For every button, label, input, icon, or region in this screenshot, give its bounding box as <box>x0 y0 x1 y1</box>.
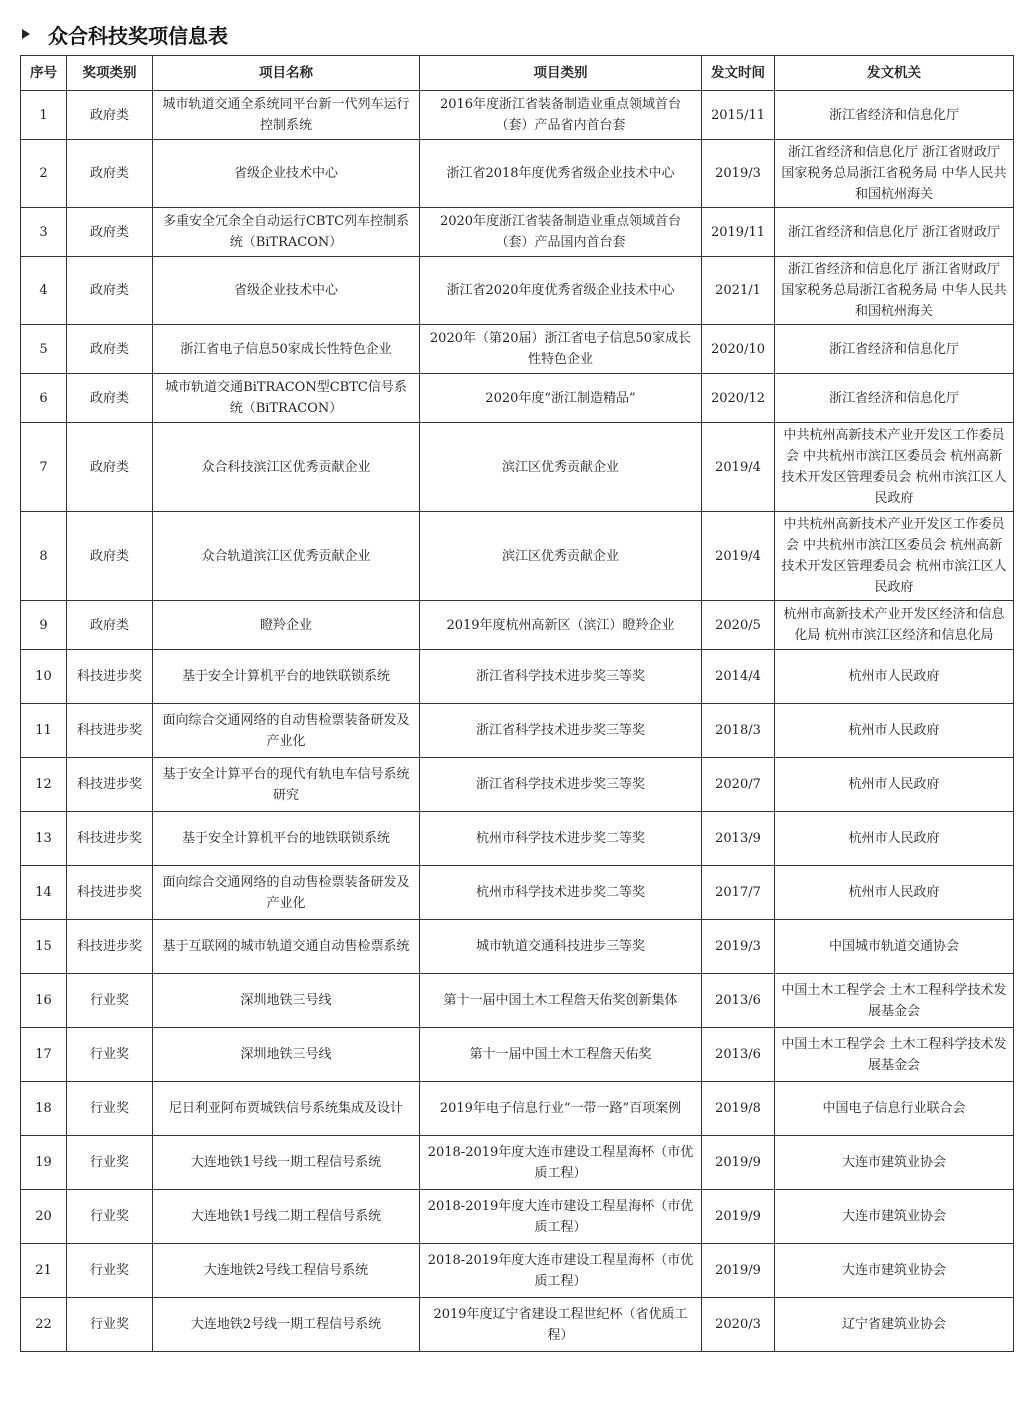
cell-date: 2019/9 <box>702 1244 775 1298</box>
cell-name: 瞪羚企业 <box>153 601 420 650</box>
table-row <box>21 974 1014 1028</box>
cell-no: 9 <box>21 601 67 650</box>
table-row <box>21 650 1014 704</box>
cell-date: 2014/4 <box>702 650 775 704</box>
cell-type: 2018-2019年度大连市建设工程星海杯（市优质工程） <box>420 1190 702 1244</box>
table-row <box>21 257 1014 325</box>
cell-name: 大连地铁2号线一期工程信号系统 <box>153 1298 420 1352</box>
cell-issuer: 浙江省经济和信息化厅 <box>775 325 1014 374</box>
cell-name: 省级企业技术中心 <box>153 140 420 208</box>
cell-name: 基于安全计算机平台的地铁联锁系统 <box>153 812 420 866</box>
cell-date: 2013/9 <box>702 812 775 866</box>
cell-type: 杭州市科学技术进步奖二等奖 <box>420 866 702 920</box>
cell-category: 政府类 <box>67 140 153 208</box>
cell-issuer: 杭州市人民政府 <box>775 704 1014 758</box>
cell-no: 1 <box>21 91 67 140</box>
cell-no: 4 <box>21 257 67 325</box>
cell-type: 2019年电子信息行业“一带一路”百项案例 <box>420 1082 702 1136</box>
table-row <box>21 1136 1014 1190</box>
cell-issuer: 浙江省经济和信息化厅 浙江省财政厅 <box>775 208 1014 257</box>
cell-issuer: 杭州市人民政府 <box>775 758 1014 812</box>
cell-date: 2019/3 <box>702 920 775 974</box>
cell-no: 3 <box>21 208 67 257</box>
cell-category: 科技进步奖 <box>67 866 153 920</box>
cell-name: 面向综合交通网络的自动售检票装备研发及产业化 <box>153 704 420 758</box>
document-title: 众合科技奖项信息表 <box>48 23 228 48</box>
cell-category: 科技进步奖 <box>67 758 153 812</box>
header-cell-type: 项目类别 <box>420 56 702 91</box>
arrow-bullet-icon <box>22 29 30 39</box>
cell-date: 2020/7 <box>702 758 775 812</box>
table-row <box>21 812 1014 866</box>
cell-name: 深圳地铁三号线 <box>153 1028 420 1082</box>
table-row <box>21 704 1014 758</box>
header-cell-name: 项目名称 <box>153 56 420 91</box>
cell-category: 科技进步奖 <box>67 704 153 758</box>
cell-issuer: 中国土木工程学会 土木工程科学技术发展基金会 <box>775 974 1014 1028</box>
table-row <box>21 91 1014 140</box>
cell-type: 第十一届中国土木工程詹天佑奖创新集体 <box>420 974 702 1028</box>
cell-issuer: 浙江省经济和信息化厅 <box>775 374 1014 423</box>
cell-no: 2 <box>21 140 67 208</box>
cell-category: 政府类 <box>67 423 153 512</box>
cell-category: 科技进步奖 <box>67 920 153 974</box>
cell-type: 滨江区优秀贡献企业 <box>420 423 702 512</box>
cell-category: 科技进步奖 <box>67 812 153 866</box>
table-row <box>21 208 1014 257</box>
table-row <box>21 1028 1014 1082</box>
cell-date: 2019/4 <box>702 512 775 601</box>
table-row <box>21 374 1014 423</box>
cell-name: 基于安全计算平台的现代有轨电车信号系统研究 <box>153 758 420 812</box>
cell-no: 7 <box>21 423 67 512</box>
cell-name: 尼日利亚阿布贾城铁信号系统集成及设计 <box>153 1082 420 1136</box>
cell-category: 行业奖 <box>67 1244 153 1298</box>
cell-issuer: 中国土木工程学会 土木工程科学技术发展基金会 <box>775 1028 1014 1082</box>
cell-category: 行业奖 <box>67 1082 153 1136</box>
cell-no: 18 <box>21 1082 67 1136</box>
table-row <box>21 1298 1014 1352</box>
table-row <box>21 866 1014 920</box>
cell-name: 大连地铁2号线工程信号系统 <box>153 1244 420 1298</box>
cell-type: 2020年度“浙江制造精品” <box>420 374 702 423</box>
cell-issuer: 杭州市人民政府 <box>775 866 1014 920</box>
cell-category: 科技进步奖 <box>67 650 153 704</box>
cell-issuer: 杭州市人民政府 <box>775 812 1014 866</box>
cell-date: 2019/9 <box>702 1190 775 1244</box>
cell-type: 2016年度浙江省装备制造业重点领域首台（套）产品省内首台套 <box>420 91 702 140</box>
cell-name: 众合轨道滨江区优秀贡献企业 <box>153 512 420 601</box>
cell-date: 2017/7 <box>702 866 775 920</box>
cell-no: 11 <box>21 704 67 758</box>
cell-no: 19 <box>21 1136 67 1190</box>
cell-no: 22 <box>21 1298 67 1352</box>
table-row <box>21 423 1014 512</box>
cell-type: 浙江省科学技术进步奖三等奖 <box>420 704 702 758</box>
cell-issuer: 大连市建筑业协会 <box>775 1244 1014 1298</box>
cell-category: 行业奖 <box>67 1028 153 1082</box>
cell-issuer: 杭州市高新技术产业开发区经济和信息化局 杭州市滨江区经济和信息化局 <box>775 601 1014 650</box>
header-cell-category: 奖项类别 <box>67 56 153 91</box>
cell-no: 10 <box>21 650 67 704</box>
cell-name: 多重安全冗余全自动运行CBTC列车控制系统（BiTRACON） <box>153 208 420 257</box>
cell-no: 14 <box>21 866 67 920</box>
cell-category: 政府类 <box>67 325 153 374</box>
cell-issuer: 中国电子信息行业联合会 <box>775 1082 1014 1136</box>
cell-date: 2019/3 <box>702 140 775 208</box>
cell-type: 浙江省科学技术进步奖三等奖 <box>420 650 702 704</box>
cell-issuer: 浙江省经济和信息化厅 浙江省财政厅 国家税务总局浙江省税务局 中华人民共和国杭州海关 <box>775 140 1014 208</box>
cell-issuer: 大连市建筑业协会 <box>775 1136 1014 1190</box>
cell-name: 面向综合交通网络的自动售检票装备研发及产业化 <box>153 866 420 920</box>
cell-type: 2020年（第20届）浙江省电子信息50家成长性特色企业 <box>420 325 702 374</box>
cell-no: 17 <box>21 1028 67 1082</box>
cell-category: 行业奖 <box>67 1298 153 1352</box>
table-row <box>21 1190 1014 1244</box>
cell-no: 16 <box>21 974 67 1028</box>
cell-category: 政府类 <box>67 374 153 423</box>
cell-date: 2019/4 <box>702 423 775 512</box>
cell-type: 浙江省2018年度优秀省级企业技术中心 <box>420 140 702 208</box>
cell-no: 20 <box>21 1190 67 1244</box>
cell-issuer: 中共杭州高新技术产业开发区工作委员会 中共杭州市滨江区委员会 杭州高新技术开发区管理委员会 杭州市滨江区人民政府 <box>775 512 1014 601</box>
cell-date: 2019/11 <box>702 208 775 257</box>
table-row <box>21 601 1014 650</box>
cell-no: 15 <box>21 920 67 974</box>
cell-date: 2019/8 <box>702 1082 775 1136</box>
cell-issuer: 中共杭州高新技术产业开发区工作委员会 中共杭州市滨江区委员会 杭州高新技术开发区管理委员会 杭州市滨江区人民政府 <box>775 423 1014 512</box>
cell-type: 杭州市科学技术进步奖二等奖 <box>420 812 702 866</box>
cell-category: 行业奖 <box>67 974 153 1028</box>
table-row <box>21 758 1014 812</box>
cell-date: 2021/1 <box>702 257 775 325</box>
cell-type: 浙江省2020年度优秀省级企业技术中心 <box>420 257 702 325</box>
header-cell-issuer: 发文机关 <box>775 56 1014 91</box>
table-row <box>21 1082 1014 1136</box>
cell-category: 政府类 <box>67 512 153 601</box>
cell-name: 基于安全计算机平台的地铁联锁系统 <box>153 650 420 704</box>
cell-no: 21 <box>21 1244 67 1298</box>
cell-type: 2018-2019年度大连市建设工程星海杯（市优质工程） <box>420 1244 702 1298</box>
table-row <box>21 140 1014 208</box>
cell-issuer: 大连市建筑业协会 <box>775 1190 1014 1244</box>
cell-name: 城市轨道交通全系统同平台新一代列车运行控制系统 <box>153 91 420 140</box>
cell-category: 政府类 <box>67 208 153 257</box>
cell-no: 8 <box>21 512 67 601</box>
cell-issuer: 辽宁省建筑业协会 <box>775 1298 1014 1352</box>
cell-type: 2020年度浙江省装备制造业重点领域首台（套）产品国内首台套 <box>420 208 702 257</box>
cell-name: 大连地铁1号线一期工程信号系统 <box>153 1136 420 1190</box>
cell-no: 6 <box>21 374 67 423</box>
cell-date: 2020/3 <box>702 1298 775 1352</box>
cell-name: 省级企业技术中心 <box>153 257 420 325</box>
document-heading <box>20 18 228 50</box>
table-header-row <box>21 56 1014 91</box>
cell-category: 政府类 <box>67 91 153 140</box>
cell-name: 城市轨道交通BiTRACON型CBTC信号系统（BiTRACON） <box>153 374 420 423</box>
cell-date: 2020/12 <box>702 374 775 423</box>
table-row <box>21 325 1014 374</box>
cell-date: 2019/9 <box>702 1136 775 1190</box>
cell-type: 城市轨道交通科技进步三等奖 <box>420 920 702 974</box>
cell-no: 13 <box>21 812 67 866</box>
cell-name: 深圳地铁三号线 <box>153 974 420 1028</box>
cell-category: 政府类 <box>67 257 153 325</box>
table-row <box>21 920 1014 974</box>
cell-date: 2020/10 <box>702 325 775 374</box>
cell-date: 2015/11 <box>702 91 775 140</box>
cell-date: 2018/3 <box>702 704 775 758</box>
cell-category: 政府类 <box>67 601 153 650</box>
cell-date: 2013/6 <box>702 1028 775 1082</box>
header-cell-date: 发文时间 <box>702 56 775 91</box>
cell-issuer: 杭州市人民政府 <box>775 650 1014 704</box>
cell-date: 2013/6 <box>702 974 775 1028</box>
cell-name: 大连地铁1号线二期工程信号系统 <box>153 1190 420 1244</box>
cell-type: 2019年度辽宁省建设工程世纪杯（省优质工程） <box>420 1298 702 1352</box>
cell-no: 5 <box>21 325 67 374</box>
header-cell-no: 序号 <box>21 56 67 91</box>
cell-no: 12 <box>21 758 67 812</box>
cell-type: 浙江省科学技术进步奖三等奖 <box>420 758 702 812</box>
cell-category: 行业奖 <box>67 1136 153 1190</box>
cell-name: 众合科技滨江区优秀贡献企业 <box>153 423 420 512</box>
cell-name: 基于互联网的城市轨道交通自动售检票系统 <box>153 920 420 974</box>
cell-issuer: 浙江省经济和信息化厅 浙江省财政厅 国家税务总局浙江省税务局 中华人民共和国杭州海关 <box>775 257 1014 325</box>
cell-name: 浙江省电子信息50家成长性特色企业 <box>153 325 420 374</box>
cell-category: 行业奖 <box>67 1190 153 1244</box>
table-row <box>21 1244 1014 1298</box>
awards-table <box>20 55 1014 1352</box>
cell-type: 2019年度杭州高新区（滨江）瞪羚企业 <box>420 601 702 650</box>
cell-date: 2020/5 <box>702 601 775 650</box>
cell-issuer: 中国城市轨道交通协会 <box>775 920 1014 974</box>
cell-issuer: 浙江省经济和信息化厅 <box>775 91 1014 140</box>
table-row <box>21 512 1014 601</box>
cell-type: 第十一届中国土木工程詹天佑奖 <box>420 1028 702 1082</box>
cell-type: 滨江区优秀贡献企业 <box>420 512 702 601</box>
cell-type: 2018-2019年度大连市建设工程星海杯（市优质工程） <box>420 1136 702 1190</box>
